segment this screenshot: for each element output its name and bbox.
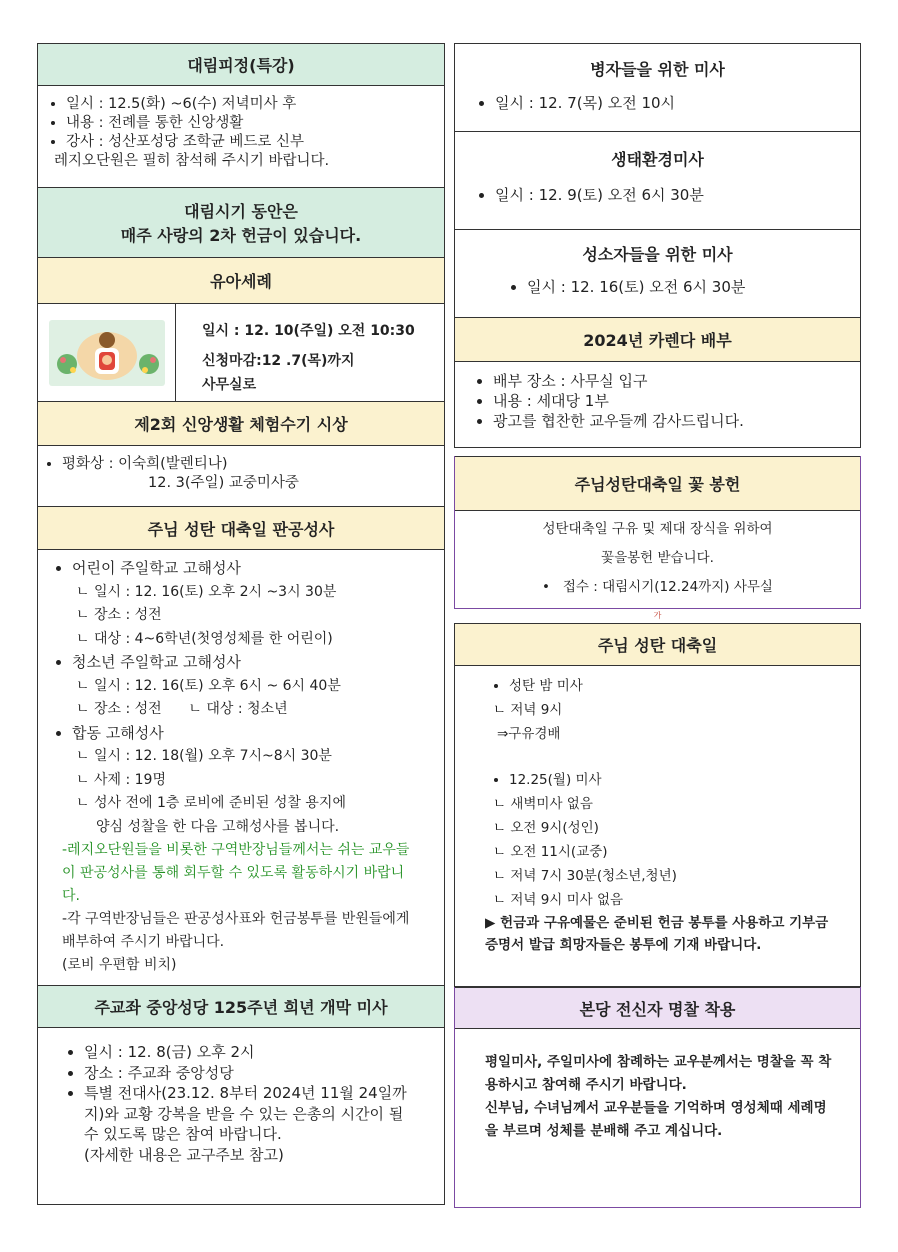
day-line: ㄴ 저녁 7시 30분(청소년,청년) xyxy=(493,868,677,884)
advent-retreat-body xyxy=(38,86,444,188)
christmas-body xyxy=(455,666,860,956)
calendar-item: • 내용 : 세대당 1부 xyxy=(493,391,860,411)
jubilee-item: • 특별 전대사(23.12. 8부터 2024년 11월 24일까지)와 교황 강복을 받을 수 있는 은총의 시간이 될수 있도록 많은 참여 바랍니다. xyxy=(84,1083,414,1145)
flowers-item: • 접수 : 대림시기(12.24까지) 사무실 xyxy=(542,579,773,595)
penance-joint-line: ㄴ 일시 : 12. 18(월) 오후 7시~8시 30분 xyxy=(76,748,332,764)
nametag-p2: 신부님, 수녀님께서 교우분들을 기억하며 영성체때 세례명을 부르며 성체를 분배해 주고 계십니다. xyxy=(485,1100,827,1139)
day-line: ㄴ 오전 11시(교중) xyxy=(493,844,608,860)
advent-retreat-title: 대림피정(특강) xyxy=(38,44,444,86)
baptism-details xyxy=(176,304,415,401)
sick-mass-item: • 일시 : 12. 7(목) 오전 10시 xyxy=(495,92,860,113)
flowers-title: 주님성탄대축일 꽃 봉헌 xyxy=(455,456,860,511)
eco-mass-title: 생태환경미사 xyxy=(611,149,704,169)
eco-mass-item: • 일시 : 12. 9(토) 오전 6시 30분 xyxy=(495,184,860,205)
penance-kids-line: ㄴ 장소 : 성전 xyxy=(76,607,162,623)
advent-retreat-note: 레지오단원은 필히 참석해 주시기 바랍니다. xyxy=(54,153,330,169)
nametag-title: 본당 전신자 명찰 착용 xyxy=(455,987,860,1029)
baptism-illustration xyxy=(49,320,165,386)
penance-joint-line: ㄴ 성사 전에 1층 로비에 준비된 성찰 용지에 xyxy=(76,795,346,811)
nametag-box xyxy=(454,987,861,1208)
baptism-date: 일시 : 12. 10(주일) 오전 10:30 xyxy=(202,323,415,339)
day-mass-title: • 12.25(월) 미사 xyxy=(509,768,860,792)
masses-box xyxy=(454,43,861,318)
nametag-body xyxy=(455,1029,860,1143)
faith-award-item: • 평화상 : 이숙희(발렌티나) xyxy=(62,455,444,474)
penance-kids-line: ㄴ 대상 : 4~6학년(첫영성체를 한 어린이) xyxy=(76,630,333,647)
second-collection-line1: 대림시기 동안은 xyxy=(184,202,298,221)
jubilee-note: (자세한 내용은 교구주보 참고) xyxy=(84,1145,284,1164)
tiny-mark: 가 xyxy=(653,611,662,620)
penance-joint-line: ㄴ 사제 : 19명 xyxy=(76,771,166,788)
christmas-note: ▶ 헌금과 구유예물은 준비된 헌금 봉투를 사용하고 기부금 증명서 발급 희망자들은 봉투에 기재 바랍니다. xyxy=(485,915,829,953)
penance-green-note: -레지오단원들을 비롯한 구역반장님들께서는 쉬는 교우들이 판공성사를 통해 회두할 수 있도록 활동하시기 바랍니다. xyxy=(62,842,410,904)
jubilee-item: • 일시 : 12. 8(금) 오후 2시 xyxy=(84,1042,414,1063)
penance-joint-title: • 합동 고해성사 xyxy=(72,722,444,746)
flowers-body xyxy=(455,511,860,602)
penance-kids-title: • 어린이 주일학교 고해성사 xyxy=(72,557,444,581)
eve-line: ⇒구유경배 xyxy=(497,726,561,742)
baptism-deadline: 신청마감:12 .7(목)까지 xyxy=(202,353,355,369)
faith-award-title: 제2회 신앙생활 체험수기 시상 xyxy=(38,402,444,446)
vocation-mass-item: • 일시 : 12. 16(토) 오전 6시 30분 xyxy=(527,276,860,297)
penance-youth-line: ㄴ 장소 : 성전 ㄴ 대상 : 청소년 xyxy=(76,701,288,717)
jubilee-item: • 장소 : 주교좌 중앙성당 xyxy=(84,1063,414,1084)
advent-retreat-item: • 내용 : 전례를 통한 신앙생활 xyxy=(66,114,444,133)
infant-baptism-body xyxy=(38,304,444,402)
eve-line: ㄴ 저녁 9시 xyxy=(493,702,563,718)
sick-mass-title: 병자들을 위한 미사 xyxy=(590,59,725,79)
flowers-box xyxy=(454,456,861,609)
advent-retreat-item: • 강사 : 성산포성당 조학균 베드로 신부 xyxy=(66,133,444,152)
faith-award-body xyxy=(38,446,444,507)
penance-youth-line: ㄴ 일시 : 12. 16(토) 오후 6시 ~ 6시 40분 xyxy=(76,677,341,694)
second-collection-notice xyxy=(38,188,444,258)
penance-joint-line: 양심 성찰을 한 다음 고해성사를 봅니다. xyxy=(96,818,340,835)
baptism-image-cell xyxy=(38,304,176,401)
left-column xyxy=(37,43,445,1205)
calendar-title: 2024년 카렌다 배부 xyxy=(455,318,860,362)
christmas-title: 주님 성탄 대축일 xyxy=(455,624,860,666)
right-column xyxy=(454,43,861,1208)
calendar-item: • 배부 장소 : 사무실 입구 xyxy=(493,371,860,391)
day-line: ㄴ 오전 9시(성인) xyxy=(493,820,599,836)
faith-award-date: 12. 3(주일) 교중미사중 xyxy=(148,475,299,491)
second-collection-line2: 매주 사랑의 2차 헌금이 있습니다. xyxy=(120,226,362,245)
penance-title: 주님 성탄 대축일 판공성사 xyxy=(38,507,444,550)
day-line: ㄴ 새벽미사 없음 xyxy=(493,796,593,812)
jubilee-body xyxy=(38,1028,444,1204)
penance-kids-line: ㄴ 일시 : 12. 16(토) 오후 2시 ~3시 30분 xyxy=(76,583,337,600)
calendar-box xyxy=(454,318,861,448)
infant-baptism-title: 유아세례 xyxy=(38,258,444,304)
vocation-mass-title: 성소자들을 위한 미사 xyxy=(582,244,733,264)
day-line: ㄴ 저녁 9시 미사 없음 xyxy=(493,892,624,908)
calendar-item: • 광고를 협찬한 교우들께 감사드립니다. xyxy=(493,411,860,431)
flowers-line2: 꽃을봉헌 받습니다. xyxy=(601,550,714,566)
penance-body xyxy=(38,550,444,986)
penance-youth-title: • 청소년 주일학교 고해성사 xyxy=(72,651,444,675)
penance-note2: -각 구역반장님들은 판공성사표와 헌금봉투를 반원들에게 배부하여 주시기 바랍니다. xyxy=(62,911,410,950)
advent-retreat-item: • 일시 : 12.5(화) ~6(수) 저녁미사 후 xyxy=(66,95,444,114)
eve-mass-title: • 성탄 밤 미사 xyxy=(509,674,860,698)
penance-note3: (로비 우편함 비치) xyxy=(62,957,177,973)
christmas-box xyxy=(454,623,861,987)
flowers-line1: 성탄대축일 구유 및 제대 장식을 위하여 xyxy=(542,521,773,537)
baptism-office: 사무실로 xyxy=(202,377,257,393)
nametag-p1: 평일미사, 주일미사에 참례하는 교우분께서는 명찰을 꼭 착용하시고 참여해 주시기 바랍니다. xyxy=(485,1054,832,1093)
jubilee-title: 주교좌 중앙성당 125주년 희년 개막 미사 xyxy=(38,986,444,1028)
